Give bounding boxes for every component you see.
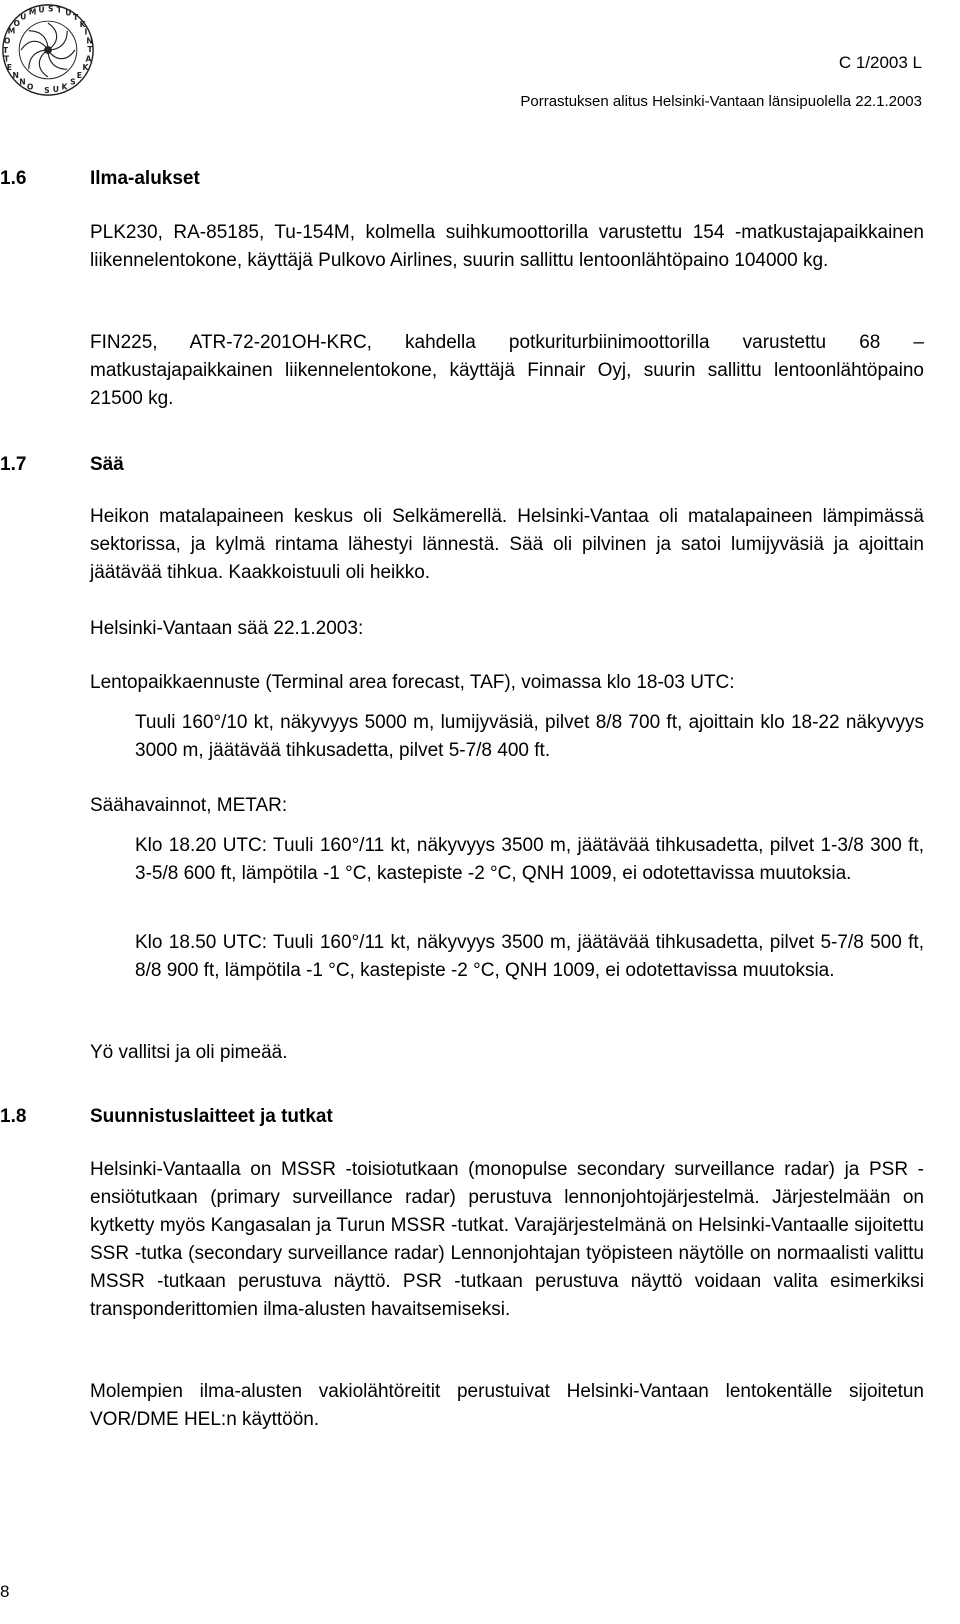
section-number: 1.8 <box>0 1106 27 1127</box>
svg-text:K: K <box>79 19 86 29</box>
svg-text:T: T <box>2 45 9 55</box>
svg-text:U: U <box>38 5 45 15</box>
paragraph: Säähavainnot, METAR: <box>90 795 288 816</box>
svg-text:S: S <box>70 77 76 87</box>
svg-text:K: K <box>61 82 68 92</box>
document-code: C 1/2003 L <box>838 53 922 72</box>
svg-text:U: U <box>20 12 27 22</box>
svg-text:T: T <box>56 5 62 15</box>
section-title: Suunnistuslaitteet ja tutkat <box>90 1106 333 1127</box>
section-title: Sää <box>90 454 124 475</box>
paragraph: Heikon matalapaineen keskus oli Selkämerellä. Helsinki-Vantaa oli matalapaineen lämpimässä sektorissa, ja kylmä rintama lähestyi lännestä. Sää oli pilvinen ja satoi lumijyväsiä ja ajoittain jäätävää tihkua. Kaakkoistuuli oli heikko. <box>90 506 924 583</box>
svg-text:T: T <box>3 54 10 64</box>
paragraph: Tuuli 160°/10 kt, näkyvyys 5000 m, lumijyväsiä, pilvet 8/8 700 ft, ajoittain klo 18-22 näkyvyys 3000 m, jäätävää tihkusadetta, pilvet 5-7/8 400 ft. <box>135 712 924 761</box>
svg-text:N: N <box>86 36 93 46</box>
paragraph: Helsinki-Vantaan sää 22.1.2003: <box>90 618 364 639</box>
section-number: 1.7 <box>0 454 27 475</box>
paragraph: Yö vallitsi ja oli pimeää. <box>90 1042 288 1063</box>
svg-text:S: S <box>48 4 54 14</box>
document-header-title: Porrastuksen alitus Helsinki-Vantaan länsipuolella 22.1.2003 <box>520 93 922 110</box>
section-title: Ilma-alukset <box>90 168 200 189</box>
onnettomuustutkintakeskus-seal-logo <box>0 0 96 100</box>
svg-text:I: I <box>84 27 88 37</box>
svg-text:E: E <box>6 63 12 73</box>
paragraph: Klo 18.20 UTC: Tuuli 160°/11 kt, näkyvyys 3500 m, jäätävää tihkusadetta, pilvet 1-3/8 300 ft, 3-5/8 600 ft, lämpötila -1 °C, kastepiste -2 °C, QNH 1009, ei odotettavissa muutoksia. <box>135 835 924 884</box>
page-number: 8 <box>0 1582 10 1601</box>
svg-text:E: E <box>76 70 83 80</box>
svg-text:M: M <box>7 26 16 36</box>
svg-text:M: M <box>28 7 37 17</box>
paragraph: FIN225, ATR-72-201OH-KRC, kahdella potkuriturbiinimoottorilla varustettu 68 –matkustajapaikkainen liikennelentokone, käyttäjä Finnair Oyj, suurin sallittu lentoonlähtöpaino 21500 kg. <box>90 332 924 409</box>
paragraph: PLK230, RA-85185, Tu-154M, kolmella suihkumoottorilla varustettu 154 -matkustajapaikkainen liikennelentokone, käyttäjä Pulkovo Airlines, suurin sallittu lentoonlähtöpaino 104000 kg. <box>90 222 924 271</box>
svg-text:O: O <box>26 82 34 92</box>
paragraph: Lentopaikkaennuste (Terminal area forecast, TAF), voimassa klo 18-03 UTC: <box>90 672 735 693</box>
paragraph: Molempien ilma-alusten vakiolähtöreitit perustuivat Helsinki-Vantaan lentokentälle sijoitetun VOR/DME HEL:n käyttöön. <box>90 1381 924 1430</box>
svg-text:T: T <box>72 13 79 23</box>
svg-text:T: T <box>87 44 93 54</box>
svg-text:N: N <box>12 70 19 80</box>
svg-text:K: K <box>82 63 89 73</box>
section-number: 1.6 <box>0 168 27 189</box>
svg-text:O: O <box>13 19 20 29</box>
paragraph: Klo 18.50 UTC: Tuuli 160°/11 kt, näkyvyys 3500 m, jäätävää tihkusadetta, pilvet 5-7/8 500 ft, 8/8 900 ft, lämpötila -1 °C, kastepiste -2 °C, QNH 1009, ei odotettavissa muutoksia. <box>135 932 924 981</box>
svg-text:S: S <box>44 86 50 96</box>
svg-text:O: O <box>3 36 11 46</box>
paragraph: Helsinki-Vantaalla on MSSR -toisiotutkaan (monopulse secondary surveillance radar) ja PSR -ensiötutkaan (primary surveillance radar) perustuva lennonjohtojärjestelmä. Järjestelmään on kytketty myös Kangasalan ja Turun MSSR -tutkat. Varajärjestelmänä on Helsinki-Vantaalle sijoitettu SSR -tutka (secondary surveillance radar) Lennonjohtajan työpisteen näytölle on normaalisti valittu MSSR -tutkaan perustuva näyttö. PSR -tutkaan perustuva näyttö voidaan valita esimerkiksi transponderittomien ilma-alusten havaitsemiseksi. <box>90 1159 924 1320</box>
svg-text:A: A <box>85 54 92 64</box>
svg-text:U: U <box>65 8 72 18</box>
svg-text:N: N <box>19 77 26 87</box>
svg-text:U: U <box>52 85 60 95</box>
